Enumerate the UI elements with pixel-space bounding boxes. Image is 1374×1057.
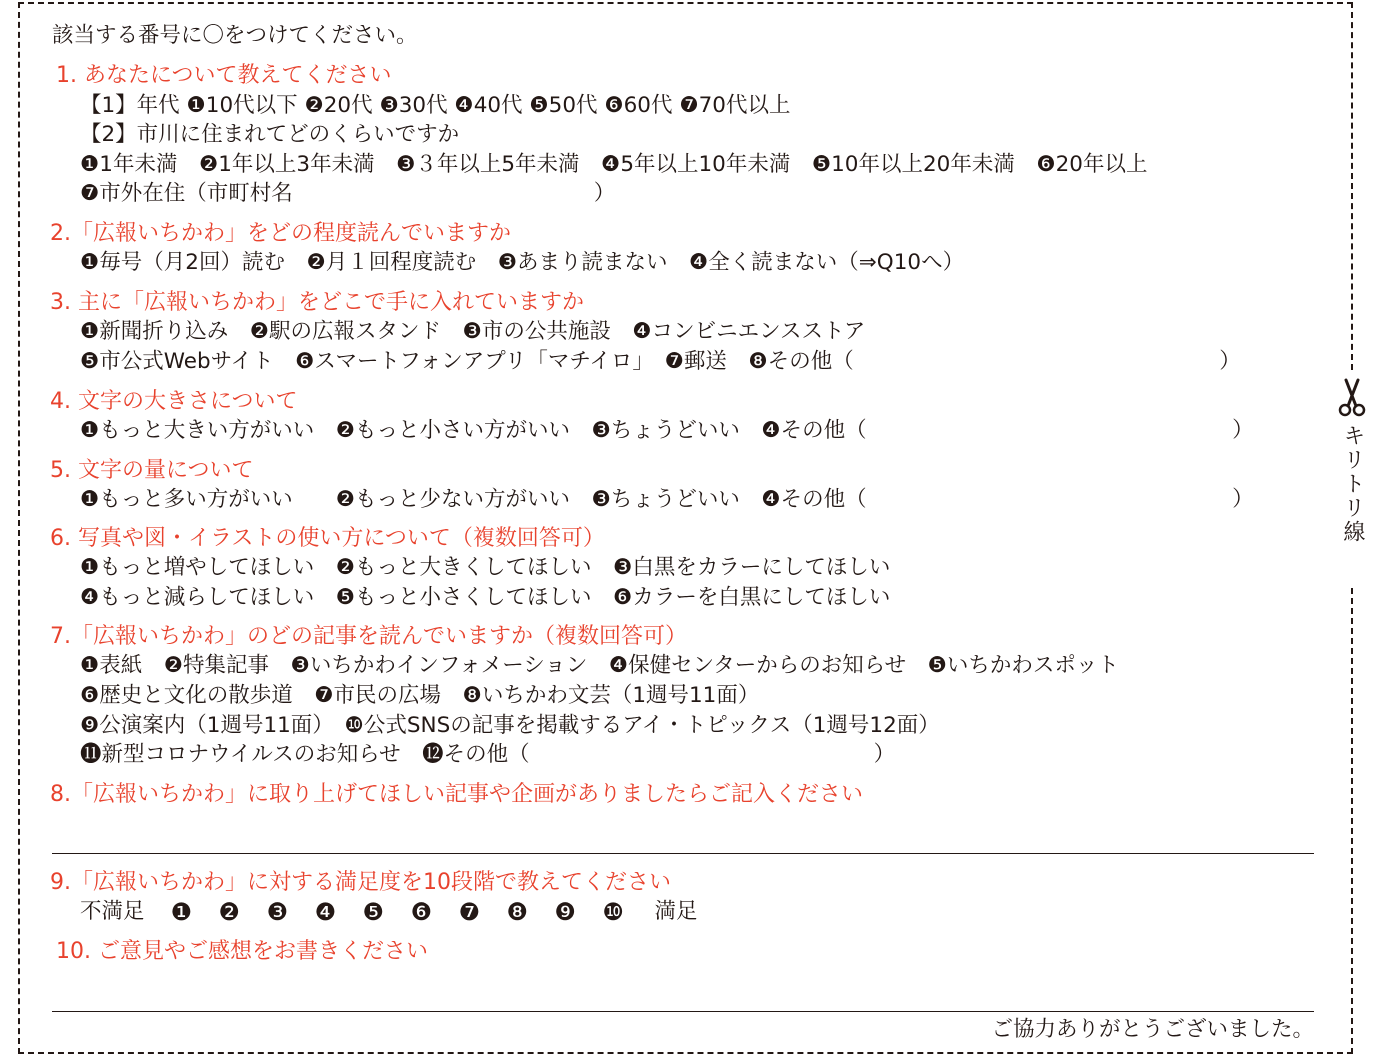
question-5-options[interactable]: ❶もっと多い方がいい ❷もっと少ない方がいい ❸ちょうどいい ❹その他（ ） — [80, 487, 1254, 512]
scale-high-label: 満足 — [654, 899, 698, 924]
question-7-title: 7.「広報いちかわ」のどの記事を読んでいますか（複数回答可） — [50, 624, 687, 649]
question-7-options-row-4[interactable]: ⓫新型コロナウイルスのお知らせ ⓬その他（ ） — [80, 742, 896, 767]
question-6-options-row-2[interactable]: ❹もっと減らしてほしい ❺もっと小さくしてほしい ❻カラーを白黒にしてほしい — [80, 585, 891, 610]
scale-option-8[interactable]: ❽ — [506, 898, 529, 926]
question-10-answer-line[interactable] — [52, 1011, 1314, 1012]
question-3-title: 3. 主に「広報いちかわ」をどこで手に入れていますか — [50, 290, 584, 315]
instructions: 該当する番号に〇をつけてください。 — [52, 23, 418, 48]
question-4-title: 4. 文字の大きさについて — [50, 389, 298, 414]
question-7-options-row-2[interactable]: ❻歴史と文化の散歩道 ❼市民の広場 ❽いちかわ文芸（1週号11面） — [80, 683, 760, 708]
question-7-options-row-3[interactable]: ❾公演案内（1週号11面） ❿公式SNSの記事を掲載するアイ・トピックス（1週号12面） — [80, 713, 940, 738]
question-9-title: 9.「広報いちかわ」に対する満足度を10段階で教えてください — [50, 870, 671, 895]
scale-option-2[interactable]: ❷ — [218, 898, 241, 926]
question-1-title: 1. あなたについて教えてください — [56, 63, 392, 88]
question-6-options-row-1[interactable]: ❶もっと増やしてほしい ❷もっと大きくしてほしい ❸白黒をカラーにしてほしい — [80, 555, 891, 580]
question-1-residence-options[interactable]: ❶1年未満 ❷1年以上3年未満 ❸３年以上5年未満 ❹5年以上10年未満 ❺10年以上20年未満 ❻20年以上 — [80, 152, 1148, 177]
scale-option-4[interactable]: ❹ — [314, 898, 337, 926]
scale-option-1[interactable]: ❶ — [170, 898, 193, 926]
scale-option-3[interactable]: ❸ — [266, 898, 289, 926]
scale-option-7[interactable]: ❼ — [458, 898, 481, 926]
question-2-options[interactable]: ❶毎号（月2回）読む ❷月１回程度読む ❸あまり読まない ❹全く読まない（⇒Q10へ） — [80, 250, 965, 275]
cut-line-label: キリトリ線 — [1340, 424, 1365, 544]
scale-option-5[interactable]: ❺ — [362, 898, 385, 926]
question-8-answer-line[interactable] — [52, 853, 1314, 854]
scale-option-6[interactable]: ❻ — [410, 898, 433, 926]
question-5-title: 5. 文字の量について — [50, 458, 254, 483]
question-7-options-row-1[interactable]: ❶表紙 ❷特集記事 ❸いちかわインフォメーション ❹保健センターからのお知らせ ❺いちかわスポット — [80, 653, 1119, 678]
question-1-outside-city-option[interactable]: ❼市外在住（市町村名 ） — [80, 181, 616, 206]
question-10-title: 10. ご意見やご感想をお書きください — [56, 939, 428, 964]
thank-you-note: ご協力ありがとうございました。 — [991, 1017, 1314, 1042]
scale-option-9[interactable]: ❾ — [554, 898, 577, 926]
question-3-options-row-1[interactable]: ❶新聞折り込み ❷駅の広報スタンド ❸市の公共施設 ❹コンビニエンスストア — [80, 319, 866, 344]
question-3-options-row-2[interactable]: ❺市公式Webサイト ❻スマートフォンアプリ「マチイロ」 ❼郵送 ❽その他（ ） — [80, 349, 1241, 374]
question-4-options[interactable]: ❶もっと大きい方がいい ❷もっと小さい方がいい ❸ちょうどいい ❹その他（ ） — [80, 418, 1254, 443]
question-1-age-options[interactable]: 【1】年代 ❶10代以下 ❷20代 ❸30代 ❹40代 ❺50代 ❻60代 ❼70代以上 — [80, 93, 791, 118]
question-1-residence-title: 【2】市川に住まれてどのくらいですか — [80, 122, 460, 147]
scale-option-10[interactable]: ❿ — [602, 898, 625, 926]
satisfaction-scale — [80, 898, 698, 926]
scale-low-label: 不満足 — [80, 899, 145, 924]
question-2-title: 2.「広報いちかわ」をどの程度読んでいますか — [50, 221, 511, 246]
question-6-title: 6. 写真や図・イラストの使い方について（複数回答可） — [50, 526, 605, 551]
question-8-title: 8.「広報いちかわ」に取り上げてほしい記事や企画がありましたらご記入ください — [50, 782, 863, 807]
